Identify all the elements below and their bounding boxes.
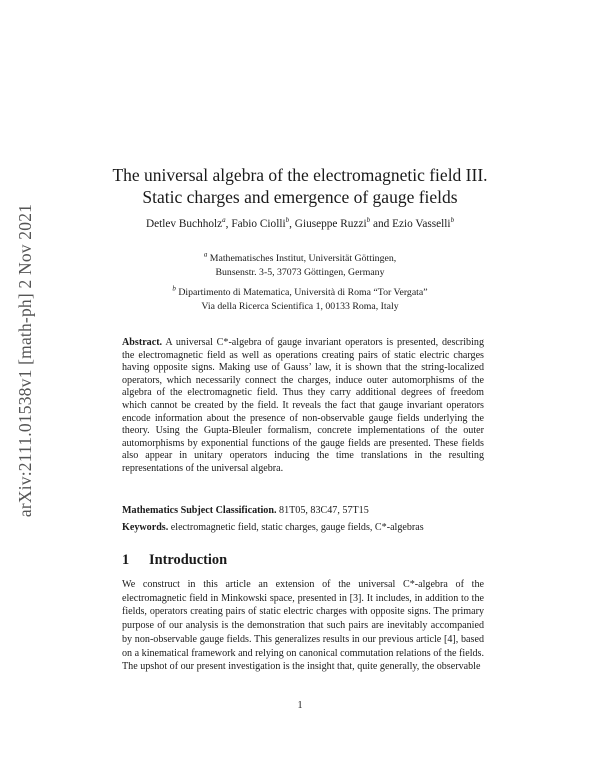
author: Ezio Vasselli bbox=[392, 218, 451, 230]
intro-paragraph: We construct in this article an extension of the universal C*-algebra of the electromagnetic field in Minkowski space, presented in [3]. It includes, in addition to the fields, operators creating pairs of static electric charges with opposite signs. The primary purpose of our analysis is the demonstration that such pairs are inevitably accompanied by non-observable gauge fields. This generalizes results in our previous article [4], based on a kinematical framework and relying on canonical commutation relations of the fields. The upshot of our present investigation is the insight that, quite generally, the observable bbox=[122, 579, 484, 673]
affiliation bbox=[60, 252, 540, 280]
page-number: 1 bbox=[297, 700, 303, 711]
title-line-1: The universal algebra of the electromagnetic field III. bbox=[112, 165, 488, 185]
author: Giuseppe Ruzzi bbox=[294, 218, 367, 230]
affiliation-line: Dipartimento di Matematica, Università di Roma “Tor Vergata” bbox=[178, 287, 428, 298]
affiliation-mark: b bbox=[172, 284, 176, 293]
affiliation-mark: a bbox=[203, 250, 208, 259]
arxiv-identifier bbox=[8, 180, 44, 540]
abstract-text: A universal C*-algebra of gauge invariant operators is presented, describing the electromagnetic field as well as operations creating pairs of static electric charges having opposite signs. Making use of Gauss’ law, it is shown that the string-localized operators, which necessarily connect the charges, induce outer automorphisms of the algebra of the electromagnetic field. Thus they carry additional degrees of freedom which cannot be created by the field. It reveals the fact that gauge invariant operators encode information about the presence of non-observable gauge fields underlying the theory. Using the Gupta-Bleuler formalism, concrete implementations of the outer automorphisms by exponential functions of the gauge fields are presented. These fields also appear in unitary operators inducing the time translations in the resulting representations of the universal algebra. bbox=[122, 337, 485, 474]
msc-line bbox=[122, 505, 484, 516]
title-line-2: Static charges and emergence of gauge fields bbox=[142, 187, 458, 207]
keywords-label: Keywords. bbox=[122, 522, 169, 533]
affiliation-line: Via della Ricerca Scientifica 1, 00133 Roma, Italy bbox=[201, 301, 399, 312]
author-separator: , bbox=[289, 218, 295, 230]
author-mark: b bbox=[450, 216, 455, 225]
author-separator: , bbox=[225, 218, 232, 230]
section-number: 1 bbox=[122, 552, 130, 568]
affiliations bbox=[60, 252, 540, 314]
msc-codes: 81T05, 83C47, 57T15 bbox=[279, 505, 369, 516]
affiliation-line: Mathematisches Institut, Universität Göttingen, bbox=[209, 253, 397, 264]
affiliation bbox=[60, 286, 540, 314]
affiliation-line: Bunsenstr. 3-5, 37073 Göttingen, Germany bbox=[215, 267, 385, 278]
author-mark: b bbox=[285, 216, 290, 225]
author-mark: a bbox=[222, 216, 226, 225]
paper-title bbox=[60, 164, 540, 208]
author-mark: b bbox=[366, 216, 371, 225]
keywords-line bbox=[122, 522, 484, 533]
abstract bbox=[122, 337, 484, 476]
keywords-text: electromagnetic field, static charges, gauge fields, C*-algebras bbox=[170, 522, 424, 533]
msc-label: Mathematics Subject Classification. bbox=[122, 505, 277, 516]
author: Fabio Ciolli bbox=[231, 218, 286, 230]
section-heading bbox=[122, 552, 227, 569]
author: Detlev Buchholz bbox=[145, 218, 223, 230]
author-list bbox=[60, 218, 540, 230]
arxiv-identifier-text: arXiv:2111.01538v1 [math-ph] 2 Nov 2021 bbox=[15, 203, 36, 517]
section-title: Introduction bbox=[149, 552, 228, 568]
abstract-label: Abstract. bbox=[122, 337, 163, 348]
author-separator: and bbox=[370, 218, 393, 230]
